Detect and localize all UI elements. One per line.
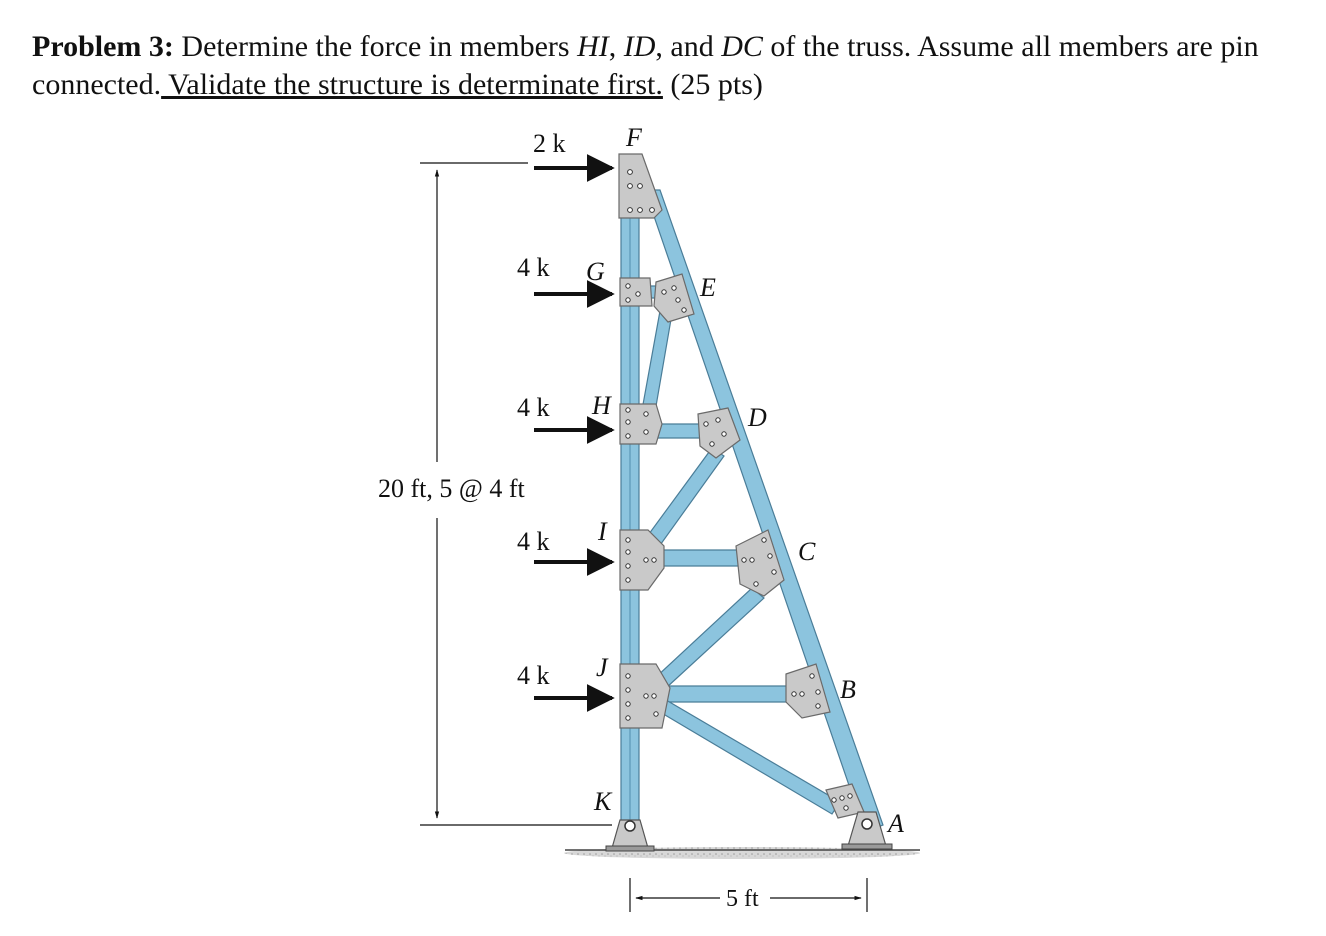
joint-label-i: I xyxy=(598,517,607,546)
problem-text-1: Determine the force in members xyxy=(173,30,578,63)
load-arrows xyxy=(534,168,612,698)
joint-label-g: G xyxy=(586,257,605,286)
member-cj-diagonal xyxy=(655,588,764,688)
support-a xyxy=(842,812,892,849)
joint-label-h: H xyxy=(592,391,611,420)
load-label-g: 4 k xyxy=(517,253,550,282)
truss-members xyxy=(621,180,883,842)
support-k xyxy=(606,820,654,851)
joint-label-f: F xyxy=(626,123,642,152)
member-di-diagonal xyxy=(646,448,724,548)
joint-label-c: C xyxy=(798,537,816,566)
load-label-h: 4 k xyxy=(517,393,550,422)
height-dim-label: 20 ft, 5 @ 4 ft xyxy=(378,474,525,503)
joint-label-j: J xyxy=(596,653,608,682)
joint-label-a: A xyxy=(888,809,904,838)
member-dc: DC xyxy=(721,30,763,63)
load-label-i: 4 k xyxy=(517,527,550,556)
member-hi: HI xyxy=(577,30,609,63)
member-ja-diagonal xyxy=(660,700,840,814)
load-label-j: 4 k xyxy=(517,661,550,690)
problem-text-2: of the truss. Assume all members are pin connected. xyxy=(32,30,1259,101)
joint-label-d: D xyxy=(748,403,767,432)
base-dim-label: 5 ft xyxy=(726,886,759,912)
points: (25 pts) xyxy=(662,68,763,101)
joint-label-e: E xyxy=(700,273,716,302)
sep-2: , and xyxy=(655,30,722,63)
load-label-f: 2 k xyxy=(533,129,566,158)
determinate-instruction: Validate the structure is determinate first. xyxy=(161,68,663,101)
problem-number: Problem 3: xyxy=(32,30,174,63)
plate-g xyxy=(620,278,652,306)
joint-label-k: K xyxy=(594,787,612,816)
joint-label-b: B xyxy=(840,675,856,704)
member-id: ID xyxy=(623,30,656,63)
sep-1: , xyxy=(608,30,624,63)
